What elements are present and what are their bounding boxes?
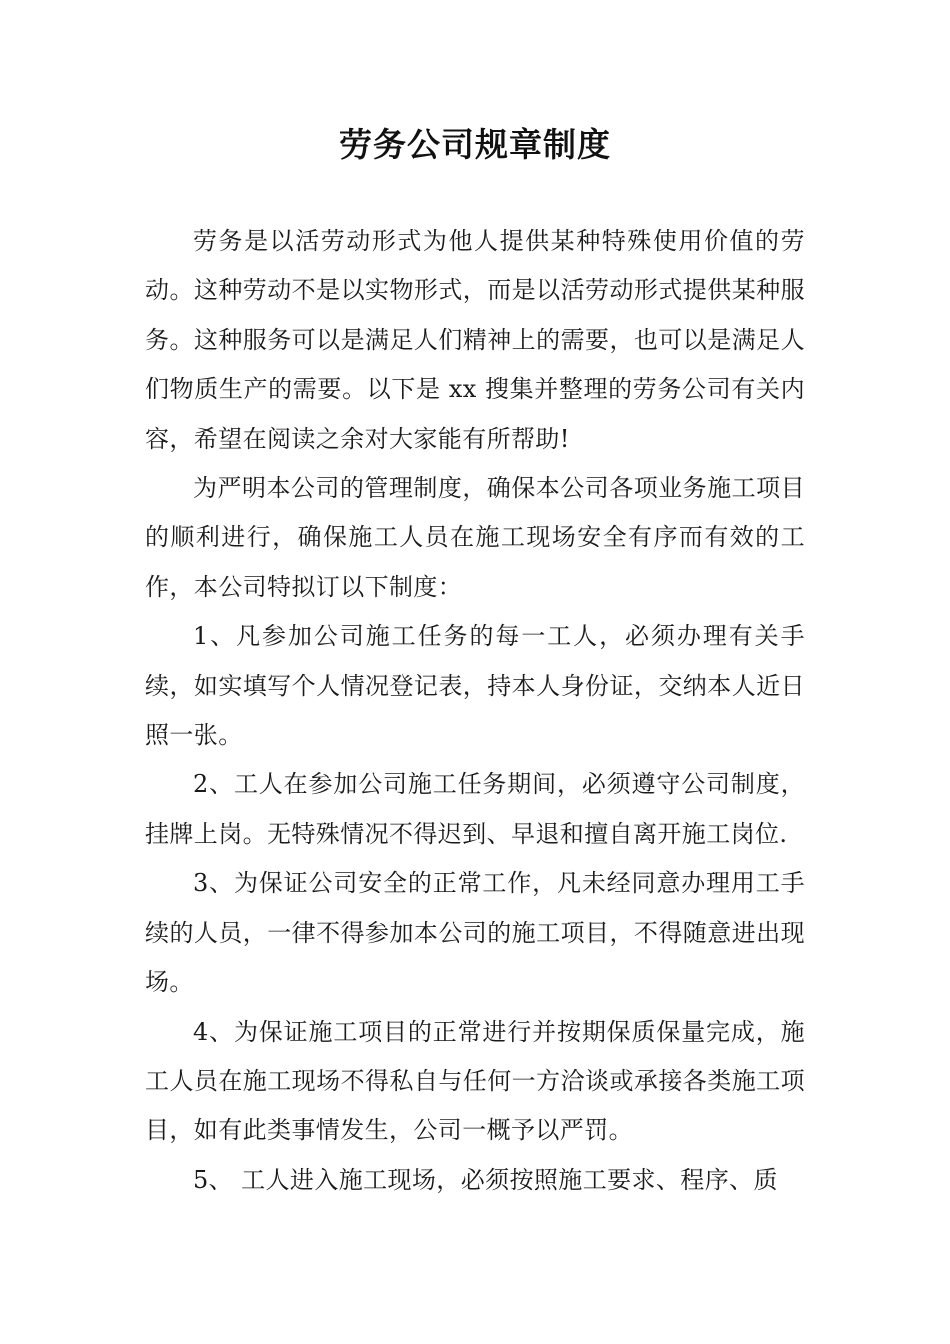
paragraph-rule-4: 4、为保证施工项目的正常进行并按期保质保量完成，施工人员在施工现场不得私自与任何一方洽谈或承接各类施工项目，如有此类事情发生，公司一概予以严罚。 — [145, 1017, 805, 1145]
paragraph-rule-5: 5、 工人进入施工现场，必须按照施工要求、程序、质 — [193, 1165, 778, 1194]
paragraph-rule-2: 2、工人在参加公司施工任务期间，必须遵守公司制度，挂牌上岗。无特殊情况不得迟到、早退和擅自离开施工岗位. — [145, 770, 805, 848]
document-body — [145, 217, 805, 1205]
paragraph-rule-3: 3、为保证公司安全的正常工作，凡未经同意办理用工手续的人员，一律不得参加本公司的施工项目，不得随意进出现场。 — [145, 869, 805, 997]
paragraph-intro: 劳务是以活劳动形式为他人提供某种特殊使用价值的劳动。这种劳动不是以实物形式，而是以活劳动形式提供某种服务。这种服务可以是满足人们精神上的需要，也可以是满足人们物质生产的需要。以下是 xx 搜集并整理的劳务公司有关内容，希望在阅读之余对大家能有所帮助! — [145, 227, 805, 453]
document-title: 劳务公司规章制度 — [339, 125, 611, 164]
paragraph-rule-1: 1、凡参加公司施工任务的每一工人，必须办理有关手续，如实填写个人情况登记表，持本人身份证，交纳本人近日照一张。 — [145, 622, 805, 750]
paragraph-purpose: 为严明本公司的管理制度，确保本公司各项业务施工项目的顺利进行，确保施工人员在施工现场安全有序而有效的工作，本公司特拟订以下制度： — [145, 474, 805, 601]
